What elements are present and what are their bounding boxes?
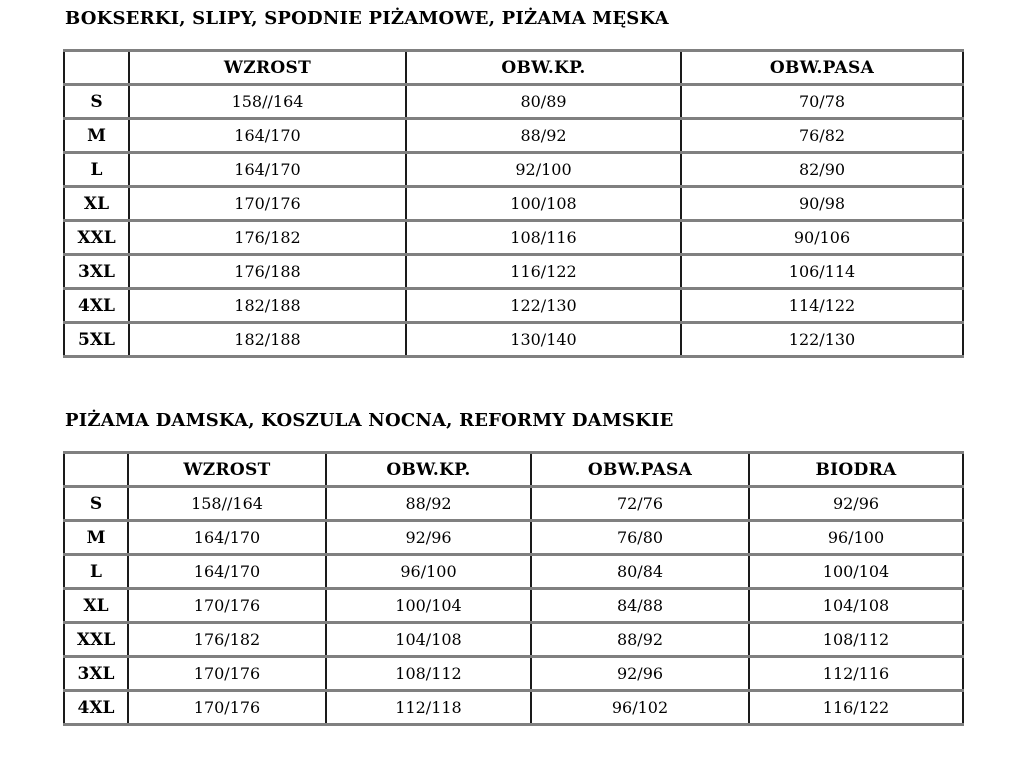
value-cell: 92/96: [531, 657, 749, 691]
value-cell: 90/98: [681, 187, 963, 221]
value-cell: 112/118: [326, 691, 531, 725]
value-cell: 164/170: [129, 119, 406, 153]
size-label-cell: L: [64, 555, 128, 589]
table-row: [64, 555, 963, 589]
value-cell: 92/96: [749, 487, 963, 521]
womens-size-chart-section: [63, 409, 1024, 726]
size-label-cell: XL: [64, 589, 128, 623]
column-header: BIODRA: [749, 453, 963, 487]
value-cell: 170/176: [128, 657, 326, 691]
value-cell: 76/80: [531, 521, 749, 555]
table-row: [64, 255, 963, 289]
table-row: [64, 221, 963, 255]
value-cell: 130/140: [406, 323, 681, 357]
corner-cell: [64, 453, 128, 487]
value-cell: 92/96: [326, 521, 531, 555]
value-cell: 182/188: [129, 289, 406, 323]
value-cell: 82/90: [681, 153, 963, 187]
value-cell: 176/182: [128, 623, 326, 657]
size-label-cell: M: [64, 521, 128, 555]
value-cell: 108/112: [749, 623, 963, 657]
size-label-cell: 4XL: [64, 691, 128, 725]
table-row: [64, 85, 963, 119]
table-row: [64, 187, 963, 221]
value-cell: 158//164: [129, 85, 406, 119]
womens-size-chart-title: PIŻAMA DAMSKA, KOSZULA NOCNA, REFORMY DAMSKIE: [65, 410, 674, 431]
value-cell: 122/130: [406, 289, 681, 323]
value-cell: 112/116: [749, 657, 963, 691]
mens-size-chart-title: BOKSERKI, SLIPY, SPODNIE PIŻAMOWE, PIŻAMA MĘSKA: [65, 8, 669, 29]
value-cell: 164/170: [129, 153, 406, 187]
column-header: OBW.PASA: [531, 453, 749, 487]
value-cell: 182/188: [129, 323, 406, 357]
value-cell: 114/122: [681, 289, 963, 323]
column-header: WZROST: [129, 51, 406, 85]
value-cell: 164/170: [128, 555, 326, 589]
table-row: [64, 657, 963, 691]
value-cell: 72/76: [531, 487, 749, 521]
table-row: [64, 691, 963, 725]
value-cell: 90/106: [681, 221, 963, 255]
size-label-cell: 3XL: [64, 657, 128, 691]
value-cell: 70/78: [681, 85, 963, 119]
table-row: [64, 487, 963, 521]
womens-size-table: [63, 451, 964, 726]
header-row: [64, 453, 963, 487]
header-row: [64, 51, 963, 85]
value-cell: 116/122: [749, 691, 963, 725]
value-cell: 88/92: [406, 119, 681, 153]
value-cell: 88/92: [531, 623, 749, 657]
column-header: OBW.KP.: [326, 453, 531, 487]
value-cell: 122/130: [681, 323, 963, 357]
value-cell: 164/170: [128, 521, 326, 555]
value-cell: 108/112: [326, 657, 531, 691]
column-header: OBW.KP.: [406, 51, 681, 85]
size-label-cell: S: [64, 487, 128, 521]
value-cell: 100/104: [326, 589, 531, 623]
table-row: [64, 623, 963, 657]
value-cell: 158//164: [128, 487, 326, 521]
value-cell: 106/114: [681, 255, 963, 289]
value-cell: 104/108: [326, 623, 531, 657]
table-row: [64, 119, 963, 153]
size-label-cell: 4XL: [64, 289, 129, 323]
column-header: WZROST: [128, 453, 326, 487]
value-cell: 80/84: [531, 555, 749, 589]
value-cell: 100/104: [749, 555, 963, 589]
value-cell: 100/108: [406, 187, 681, 221]
value-cell: 88/92: [326, 487, 531, 521]
value-cell: 116/122: [406, 255, 681, 289]
size-label-cell: 3XL: [64, 255, 129, 289]
value-cell: 176/182: [129, 221, 406, 255]
size-label-cell: XXL: [64, 221, 129, 255]
value-cell: 96/102: [531, 691, 749, 725]
value-cell: 104/108: [749, 589, 963, 623]
value-cell: 108/116: [406, 221, 681, 255]
value-cell: 170/176: [129, 187, 406, 221]
table-row: [64, 323, 963, 357]
table-row: [64, 521, 963, 555]
value-cell: 92/100: [406, 153, 681, 187]
size-label-cell: S: [64, 85, 129, 119]
size-label-cell: XXL: [64, 623, 128, 657]
value-cell: 80/89: [406, 85, 681, 119]
size-label-cell: XL: [64, 187, 129, 221]
corner-cell: [64, 51, 129, 85]
value-cell: 170/176: [128, 691, 326, 725]
size-label-cell: M: [64, 119, 129, 153]
column-header: OBW.PASA: [681, 51, 963, 85]
value-cell: 96/100: [326, 555, 531, 589]
size-label-cell: L: [64, 153, 129, 187]
value-cell: 170/176: [128, 589, 326, 623]
value-cell: 96/100: [749, 521, 963, 555]
mens-size-table: [63, 49, 964, 358]
table-row: [64, 589, 963, 623]
size-label-cell: 5XL: [64, 323, 129, 357]
table-row: [64, 153, 963, 187]
table-row: [64, 289, 963, 323]
mens-size-chart-section: [63, 7, 1024, 358]
value-cell: 76/82: [681, 119, 963, 153]
value-cell: 176/188: [129, 255, 406, 289]
value-cell: 84/88: [531, 589, 749, 623]
